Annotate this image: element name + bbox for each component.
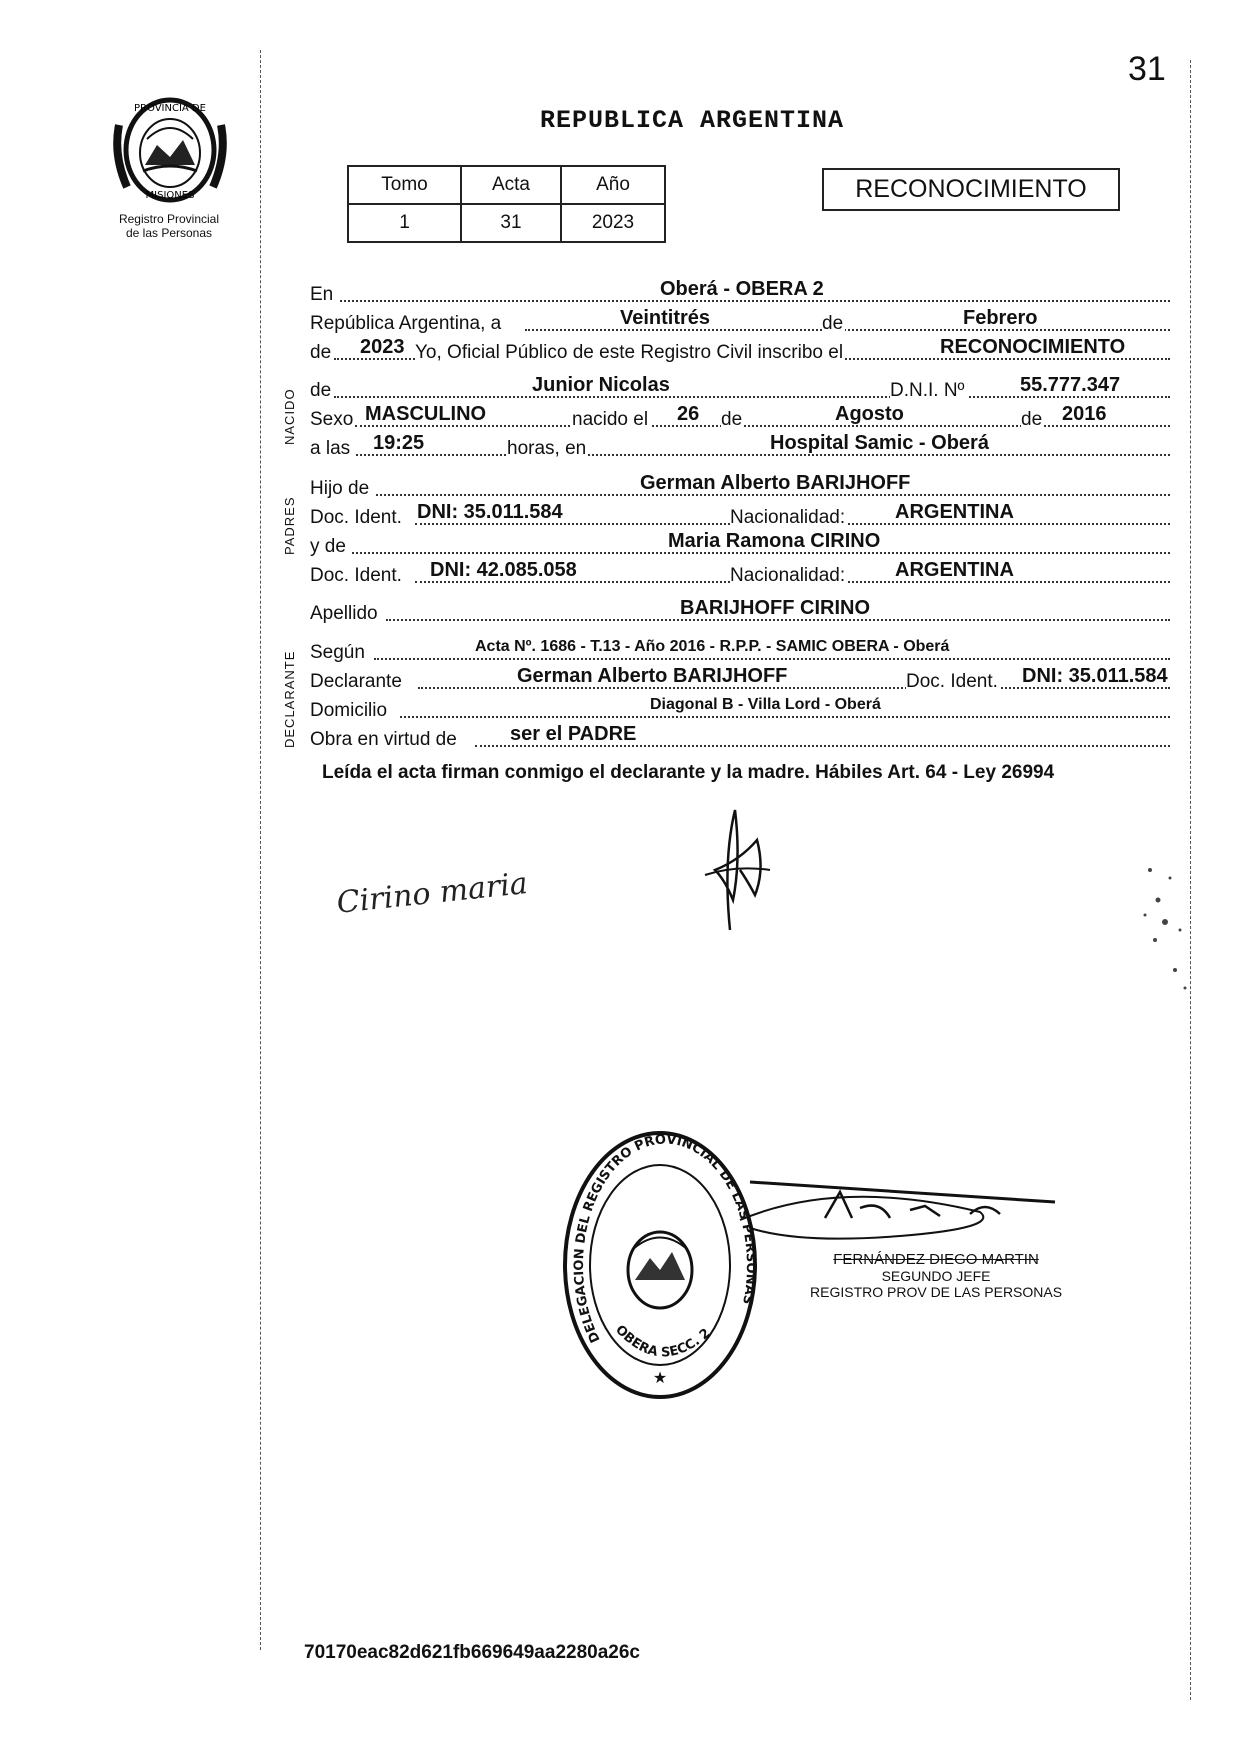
- declarant-doc-value: DNI: 35.011.584: [1022, 665, 1168, 687]
- org-line-1: Registro Provincial: [118, 212, 220, 226]
- label-nacionalidad-2: Nacionalidad:: [730, 565, 846, 586]
- label-y-de: y de: [310, 536, 346, 557]
- registry-value-row: [348, 204, 665, 242]
- label-de-1: de: [822, 313, 844, 334]
- label-hijo-de: Hijo de: [310, 478, 370, 499]
- birth-day-value: 26: [677, 403, 700, 425]
- label-obra: Obra en virtud de: [310, 729, 457, 750]
- surname-value: BARIJHOFF CIRINO: [680, 597, 870, 619]
- label-segun: Según: [310, 642, 365, 663]
- line-mother-doc: [310, 559, 1170, 587]
- sex-value: MASCULINO: [365, 403, 487, 425]
- line-birth: [310, 403, 1170, 431]
- line-en: [310, 278, 1170, 306]
- birth-month-value: Agosto: [835, 403, 904, 425]
- label-horas-en: horas, en: [507, 438, 587, 459]
- birth-time-value: 19:25: [373, 432, 425, 454]
- page-number: 31: [1128, 50, 1166, 88]
- org-name: [98, 212, 240, 240]
- label-de-4: de: [721, 409, 743, 430]
- month-value: Febrero: [963, 307, 1038, 329]
- seal-text: DELEGACION DEL REGISTRO PROVINCIAL DE LAS PERSONAS: [571, 1132, 759, 1345]
- side-label-nacido: NACIDO: [282, 388, 297, 445]
- mother-signature: [330, 858, 590, 918]
- ano-header: Año: [561, 166, 665, 204]
- line-surname: [310, 597, 1170, 625]
- label-de-2: de: [310, 342, 332, 363]
- birth-place-value: Hospital Samic - Oberá: [770, 432, 989, 454]
- tomo-value: 1: [348, 204, 461, 242]
- label-rep-a: República Argentina, a: [310, 313, 502, 334]
- ano-value: 2023: [561, 204, 665, 242]
- mother-name-value: Maria Ramona CIRINO: [668, 530, 881, 552]
- act-type-value: RECONOCIMIENTO: [940, 336, 1126, 358]
- acta-value: 31: [461, 204, 561, 242]
- location-value: Oberá - OBERA 2: [660, 278, 824, 300]
- label-doc-ident-2: Doc. Ident.: [310, 565, 402, 586]
- label-en: En: [310, 284, 334, 305]
- official-scribble: [695, 800, 775, 935]
- label-doc-ident-3: Doc. Ident.: [906, 671, 998, 692]
- label-nacionalidad-1: Nacionalidad:: [730, 507, 846, 528]
- mother-signature-text: Cirino maria: [335, 866, 530, 918]
- scan-noise: [1130, 860, 1200, 1000]
- seal-bottom-text: OBERA SECC. 2: [612, 1322, 714, 1361]
- label-de-3: de: [310, 380, 332, 401]
- label-de-5: de: [1021, 409, 1043, 430]
- label-domicilio: Domicilio: [310, 700, 388, 721]
- official-signature-block: [810, 1252, 1062, 1300]
- child-dni-value: 55.777.347: [1020, 374, 1121, 396]
- father-doc-value: DNI: 35.011.584: [417, 501, 563, 523]
- svg-text:★: ★: [652, 1370, 668, 1387]
- line-mother: [310, 530, 1170, 558]
- province-logo: [105, 95, 235, 205]
- virtue-value: ser el PADRE: [510, 723, 637, 745]
- act-type-box: RECONOCIMIENTO: [822, 168, 1120, 211]
- line-segun: [310, 636, 1170, 664]
- side-label-padres: PADRES: [282, 496, 297, 555]
- official-signature: [680, 1170, 1060, 1255]
- label-yo: Yo, Oficial Público de este Registro Civil inscribo el: [415, 342, 844, 363]
- declarant-value: German Alberto BARIJHOFF: [517, 665, 788, 687]
- label-declarante: Declarante: [310, 671, 402, 692]
- mother-doc-value: DNI: 42.085.058: [430, 559, 577, 581]
- address-value: Diagonal B - Villa Lord - Oberá: [650, 696, 881, 713]
- birth-year-value: 2016: [1062, 403, 1107, 425]
- official-role: SEGUNDO JEFE: [881, 1268, 991, 1284]
- label-apellido: Apellido: [310, 603, 378, 624]
- logo-top-text: PROVINCIA DE: [134, 103, 206, 114]
- line-declarant: [310, 665, 1170, 693]
- registry-table: [347, 165, 666, 243]
- label-doc-ident-1: Doc. Ident.: [310, 507, 402, 528]
- line-year: [310, 336, 1170, 364]
- according-to-value: Acta Nº. 1686 - T.13 - Año 2016 - R.P.P. - SAMIC OBERA - Oberá: [475, 638, 950, 655]
- line-address: [310, 694, 1170, 722]
- tomo-header: Tomo: [348, 166, 461, 204]
- official-name: FERNÁNDEZ DIEGO MARTIN: [833, 1251, 1039, 1268]
- year-value: 2023: [360, 336, 405, 358]
- page-title: REPUBLICA ARGENTINA: [540, 106, 845, 135]
- side-label-declarante: DECLARANTE: [282, 650, 297, 748]
- line-child: [310, 374, 1170, 402]
- acta-header: Acta: [461, 166, 561, 204]
- registry-header-row: [348, 166, 665, 204]
- label-nacido-el: nacido el: [572, 409, 649, 430]
- line-father: [310, 472, 1170, 500]
- closing-note: Leída el acta firman conmigo el declarante y la madre. Hábiles Art. 64 - Ley 26994: [322, 762, 1055, 783]
- line-father-doc: [310, 501, 1170, 529]
- org-line-2: de las Personas: [125, 226, 213, 240]
- document-hash: 70170eac82d621fb669649aa2280a26c: [304, 1642, 640, 1663]
- label-sexo: Sexo: [310, 409, 354, 430]
- father-name-value: German Alberto BARIJHOFF: [640, 472, 911, 494]
- line-time: [310, 432, 1170, 460]
- left-margin-line: [260, 50, 261, 1650]
- official-office: REGISTRO PROV DE LAS PERSONAS: [810, 1284, 1063, 1300]
- line-virtue: [310, 723, 1170, 751]
- line-date: [310, 307, 1170, 335]
- day-value: Veintitrés: [620, 307, 711, 329]
- father-nationality-value: ARGENTINA: [895, 501, 1014, 523]
- label-a-las: a las: [310, 438, 351, 459]
- mother-nationality-value: ARGENTINA: [895, 559, 1014, 581]
- label-dni: D.N.I. Nº: [890, 380, 965, 401]
- logo-bottom-text: MISIONES: [145, 190, 195, 201]
- child-name-value: Junior Nicolas: [532, 374, 670, 396]
